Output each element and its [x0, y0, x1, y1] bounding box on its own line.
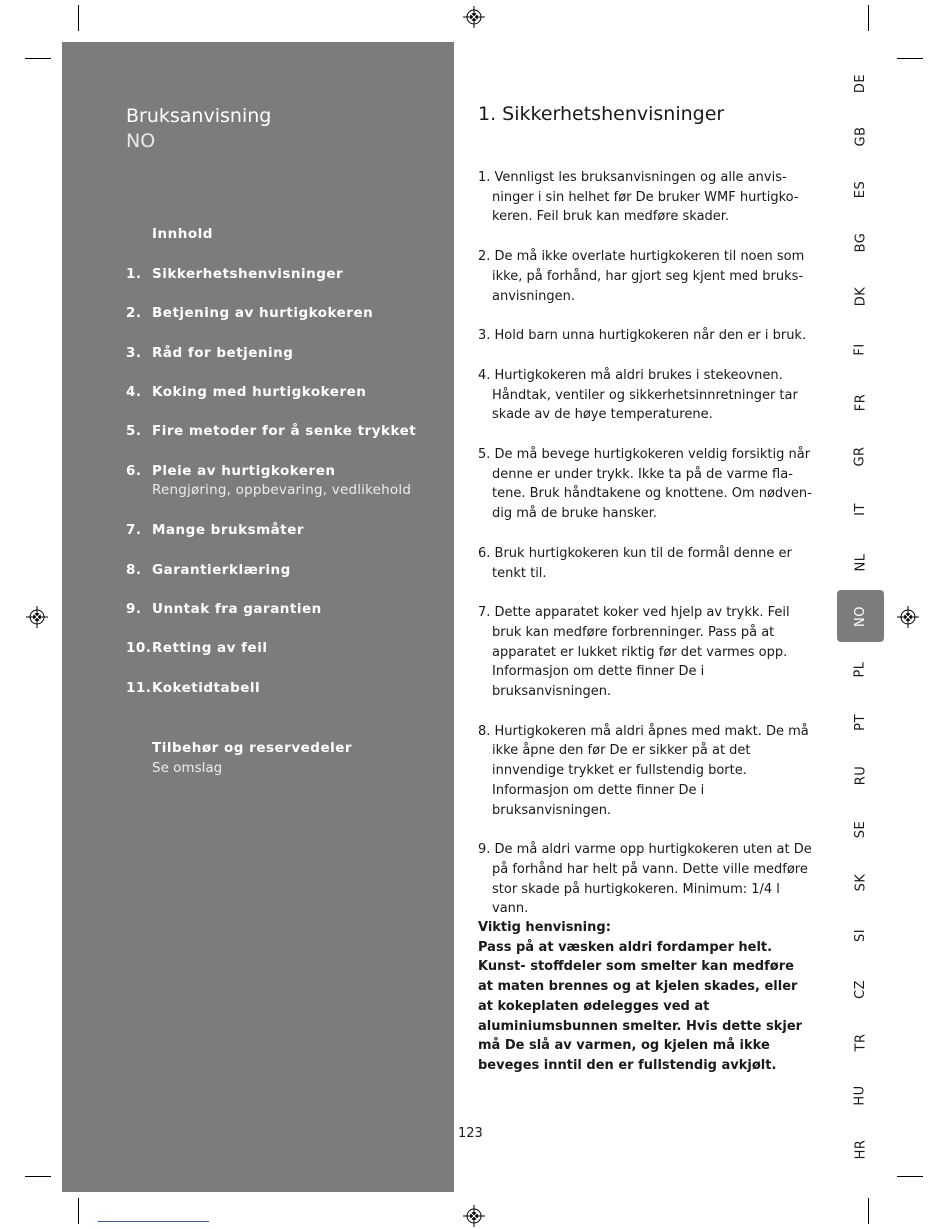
crop-mark: [25, 58, 51, 59]
language-tab-label: CZ: [852, 979, 868, 999]
section-title: 1. Sikkerhetshenvisninger: [478, 103, 725, 125]
crop-mark: [897, 1176, 923, 1177]
toc-label: Sikkerhetshenvisninger: [152, 266, 344, 282]
toc-sublabel: Rengjøring, oppbevaring, vedlikehold: [152, 482, 412, 498]
language-tab-label: FI: [853, 343, 868, 356]
toc-number: 5.: [126, 423, 142, 439]
toc-label: Mange bruksmåter: [152, 522, 305, 538]
safety-item: 5. De må bevege hurtigkokeren veldig forsiktig når denne er under trykk. Ikke ta på de varme fla- tene. Bruk håndtakene og knottene. Om nødven- dig må de bruke hansker.: [478, 447, 812, 522]
toc-number: 9.: [126, 601, 142, 617]
language-tab-label: SE: [853, 820, 868, 838]
language-tab-label: TR: [852, 1033, 868, 1052]
accessories-heading: Tilbehør og reservedeler: [152, 740, 353, 756]
toc-label: Fire metoder for å senke trykket: [152, 423, 417, 439]
language-tab-label: BG: [852, 233, 868, 253]
toc-label: Betjening av hurtigkokeren: [152, 305, 374, 321]
language-tab-de[interactable]: [837, 57, 884, 109]
language-tab-tr[interactable]: [837, 1016, 884, 1068]
language-tab-dk[interactable]: [837, 270, 884, 322]
safety-item: 3. Hold barn unna hurtigkokeren når den er i bruk.: [478, 328, 807, 344]
toc-label: Råd for betjening: [152, 345, 294, 361]
toc-number: 2.: [126, 305, 142, 321]
toc-number: 4.: [126, 384, 142, 400]
language-tab-pl[interactable]: [837, 643, 884, 695]
manual-title: Bruksanvisning: [126, 105, 272, 127]
language-tab-label: SK: [853, 873, 868, 892]
language-tab-label: ES: [853, 180, 868, 199]
language-tab-hu[interactable]: [837, 1070, 884, 1122]
language-tab-label: PT: [853, 714, 868, 731]
safety-item: 2. De må ikke overlate hurtigkokeren til noen som ikke, på forhånd, har gjort seg kjent med bruks- anvisningen.: [478, 249, 805, 304]
language-tab-es[interactable]: [837, 164, 884, 216]
accessories-note: Se omslag: [152, 760, 223, 776]
language-tab-label: IT: [853, 503, 868, 516]
language-tab-si[interactable]: [837, 910, 884, 962]
language-tab-cz[interactable]: [837, 963, 884, 1015]
crop-mark: [25, 1176, 51, 1177]
page-number: 123: [458, 1126, 483, 1141]
toc-label: Koketidtabell: [152, 680, 261, 696]
registration-mark-icon: [26, 606, 48, 628]
language-tab-label: HR: [853, 1139, 868, 1159]
language-tab-fr[interactable]: [837, 377, 884, 429]
language-tab-fi[interactable]: [837, 324, 884, 376]
toc-label: Koking med hurtigkokeren: [152, 384, 367, 400]
language-tab-ru[interactable]: [837, 750, 884, 802]
note-heading: Viktig henvisning:: [478, 920, 611, 935]
language-tab-label: DE: [852, 73, 868, 93]
language-tab-it[interactable]: [837, 483, 884, 535]
language-tab-bg[interactable]: [837, 217, 884, 269]
safety-item: 8. Hurtigkokeren må aldri åpnes med makt. De må ikke åpne den før De er sikker på at det innvendige trykket er fullstendig borte. Informasjon om dette finner De i bruksanvisningen.: [478, 723, 809, 818]
toc-number: 8.: [126, 562, 142, 578]
crop-mark: [868, 5, 869, 31]
contents-sidebar: [62, 42, 454, 1192]
toc-number: 1.: [126, 266, 142, 282]
safety-item: 4. Hurtigkokeren må aldri brukes i stekeovnen. Håndtak, ventiler og sikkerhetsinnretninger tar skade av de høye temperaturene.: [478, 367, 798, 423]
language-tab-label: SI: [853, 929, 868, 943]
safety-item: 7. Dette apparatet koker ved hjelp av trykk. Feil bruk kan medføre forbrenninger. Pass på at apparatet er lukket riktig før det varmes opp. Informasjon om dette finner De i bruksanvisningen.: [478, 605, 790, 700]
language-tab-label: GB: [853, 126, 868, 147]
safety-instructions-list: [478, 168, 813, 939]
safety-item: 6. Bruk hurtigkokeren kun til de formål denne er tenkt til.: [478, 545, 792, 581]
language-tab-label: DK: [852, 286, 868, 306]
toc-number: 7.: [126, 522, 142, 538]
toc-heading: Innhold: [152, 226, 213, 242]
crop-mark: [78, 1198, 79, 1224]
toc-label: Pleie av hurtigkokeren: [152, 463, 336, 479]
language-tab-gr[interactable]: [837, 430, 884, 482]
toc-number: 10.: [126, 640, 152, 656]
toc-number: 11.: [126, 680, 152, 696]
crop-mark: [78, 5, 79, 31]
language-tab-sk[interactable]: [837, 857, 884, 909]
language-tab-gb[interactable]: [837, 110, 884, 162]
crop-mark: [868, 1198, 869, 1224]
language-tab-label: FR: [852, 394, 868, 412]
language-tab-no[interactable]: [837, 590, 884, 642]
registration-mark-icon: [463, 1205, 485, 1227]
registration-mark-icon: [897, 606, 919, 628]
toc-label: Garantierklæring: [152, 562, 291, 578]
language-tab-label: NO: [853, 605, 868, 627]
language-tab-label: RU: [853, 766, 868, 786]
language-tab-se[interactable]: [837, 803, 884, 855]
toc-number: 3.: [126, 345, 142, 361]
note-text: Pass på at væsken aldri fordamper helt. Kunst- stoffdeler som smelter kan medføre at maten brennes og at kjelen skades, eller at kokeplaten ødelegges ved at aluminiumsbunnen smelter. Hvis dette skjer må De slå av varmen, og kjelen må ikke beveges inntil den er fullstendig avkjølt.: [478, 939, 803, 1073]
registration-mark-icon: [463, 6, 485, 28]
safety-item: 9. De må aldri varme opp hurtigkokeren uten at De på forhånd har helt på vann. Dette ville medføre stor skade på hurtigkokeren. Minimum: 1/4 l vann.: [478, 842, 812, 917]
language-tab-label: PL: [853, 661, 868, 678]
language-tab-pt[interactable]: [837, 697, 884, 749]
safety-item: 1. Vennligst les bruksanvisningen og alle anvis- ninger i sin helhet før De bruker WMF hurtigko- keren. Feil bruk kan medføre skader.: [478, 170, 799, 225]
language-tab-label: GR: [852, 446, 868, 467]
toc-label: Unntak fra garantien: [152, 601, 322, 617]
toc-label: Retting av feil: [152, 640, 268, 656]
language-tab-hr[interactable]: [837, 1123, 884, 1175]
manual-language: NO: [126, 130, 156, 152]
language-tab-label: NL: [853, 553, 868, 572]
crop-mark: [897, 58, 923, 59]
important-note: [478, 918, 813, 1076]
language-tab-label: HU: [852, 1085, 868, 1106]
language-tab-nl[interactable]: [837, 537, 884, 589]
link-underline: [98, 1221, 209, 1222]
toc-number: 6.: [126, 463, 142, 479]
